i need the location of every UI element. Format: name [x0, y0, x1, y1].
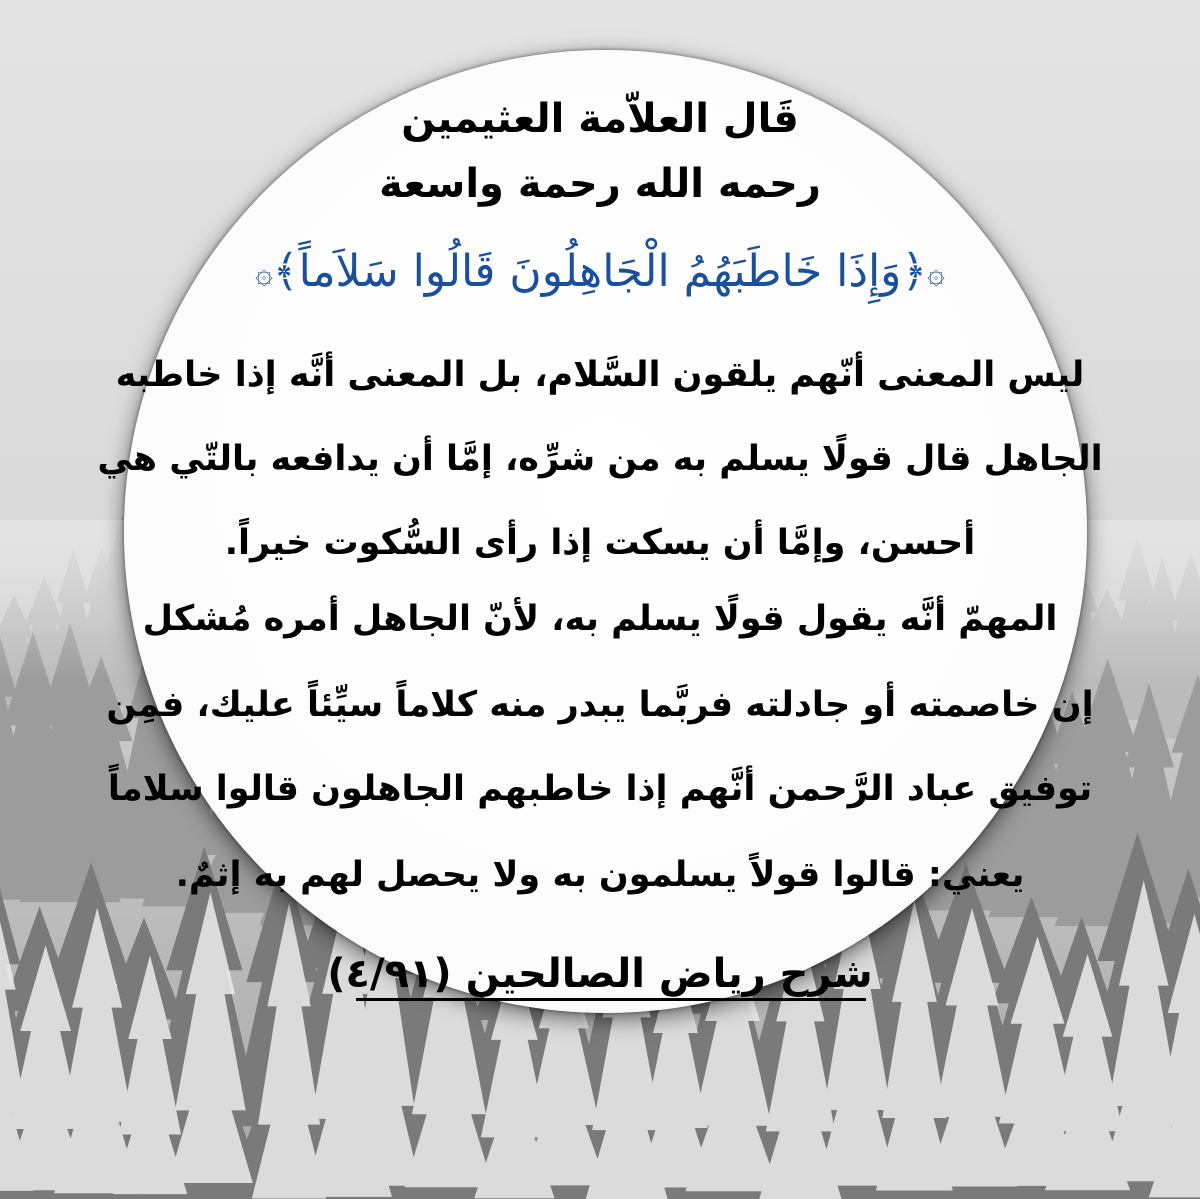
source-citation: شرح رياض الصالحين (٤/٩١) [327, 951, 873, 997]
source-underline [356, 998, 866, 1001]
body-line-7: يعني: قالوا قولاً يسلمون به ولا يحصل لهم به إثمٌ. [175, 855, 1025, 895]
author-heading: قَال العلاّمة العثيمين [401, 96, 799, 142]
body-line-6: توفيق عباد الرَّحمن أنَّهم إذا خاطبهم الجاهلون قالوا سلاماً [107, 769, 1093, 809]
body-line-4: المهمّ أنَّه يقول قولًا يسلم به، لأنّ الجاهل أمره مُشكل [142, 599, 1058, 639]
prayer-heading: رحمه الله رحمة واسعة [379, 161, 821, 207]
ornament-icon: ۞ [255, 256, 273, 291]
quran-verse [0, 246, 1200, 300]
body-line-5: إن خاصمته أو جادلته فربَّما يبدر منه كلاماً سيِّئاً عليك، فمِن [106, 685, 1094, 725]
verse-text: ﴿وَإِذَا خَاطَبَهُمُ الْجَاهِلُونَ قَالُوا سَلاَماً﴾ [272, 246, 928, 297]
body-line-1: ليس المعنى أنّهم يلقون السَّلام، بل المعنى أنَّه إذا خاطبه [115, 355, 1085, 395]
body-line-2: الجاهل قال قولًا يسلم به من شرِّه، إمَّا أن يدافعه بالتّي هي [97, 439, 1103, 479]
body-line-3: أحسن، وإمَّا أن يسكت إذا رأى السُّكوت خيراً. [224, 523, 976, 563]
ornament-icon: ۞ [927, 256, 945, 291]
